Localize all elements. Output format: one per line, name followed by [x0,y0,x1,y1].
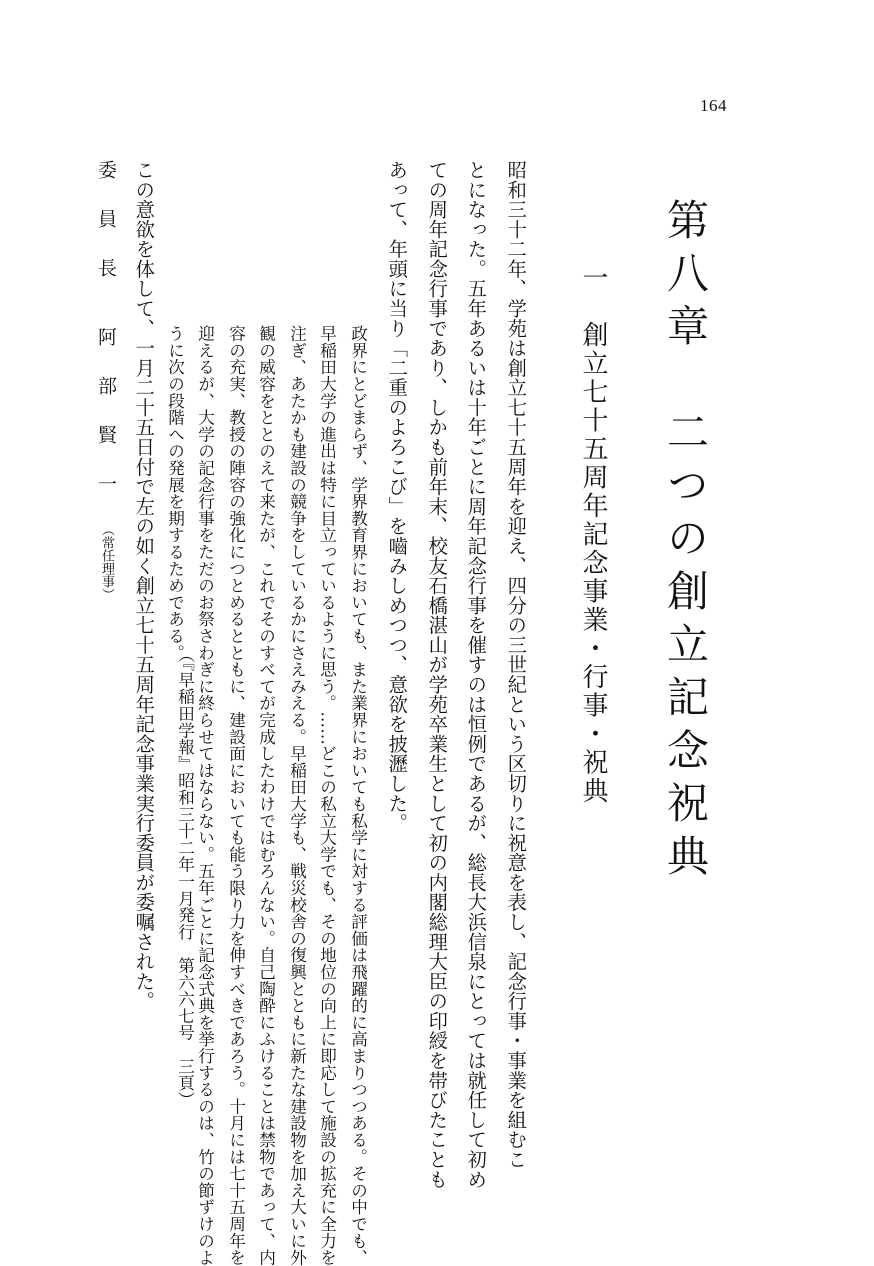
quote-line-7: うに次の段階への発展を期するためである。 [165,325,185,661]
body-line-1: 昭和三十二年、学苑は創立七十五周年を迎え、四分の三世紀という区切りに祝意を表し、記念行事・事業を組むこ [504,160,528,1170]
quote-line-3: 注ぎ、あたかも建設の競争をしているかにさえみえる。早稲田大学も、戦災校舎の復興とともに新たな建設物を加え大いに外 [287,325,307,1266]
body-line-3: ての周年記念行事であり、しかも前年末、校友石橋湛山が学苑卒業生として初の内閣総理大臣の印綬を帯びたことも [425,160,449,1190]
section-title: 一 創立七十五周年記念事業・行事・祝典 [578,264,608,806]
quote-line-2: 早稲田大学の進出は特に目立っているように思う。……どこの私立大学でも、その地位の向上に即応して施設の拡充に全力を [317,325,337,1266]
chapter-title: 第八章 二つの創立記念祝典 [661,198,710,887]
committee-role: 委員長 [95,160,117,307]
quote-line-6: 迎えるが、大学の記念行事をただのお祭さわぎに終らせてはならない。五年ごとに記念式典を挙行するのは、竹の節ずけのよ [195,325,215,1266]
closing-line: この意欲を体して、一月二十五日付で左の如く創立七十五周年記念事業実行委員が委嘱された。 [132,160,156,1011]
committee-name: 阿部賢一 [95,327,117,523]
page-number: 164 [700,96,727,115]
body-line-2: とになった。五年あるいは十年ごとに周年記念行事を催すのは恒例であるが、総長大浜信泉にとっては就任して初め [464,160,488,1190]
committee-entry [96,160,115,601]
committee-note: （常任理事） [99,523,114,601]
body-line-4: あって、年頭に当り「二重のよろこび」を嚙みしめつつ、意欲を披瀝した。 [385,160,409,833]
quote-line-4: 観の威容をととのえて来たが、これでそのすべてが完成したわけではむろんない。自己陶酔にふけることは禁物であって、内 [256,325,276,1266]
quote-line-1: 政界にとどまらず、学界教育界においても、また業界においても私学に対する評価は飛躍的に高まりつつある。その中でも、 [348,325,368,1266]
quote-line-5: 容の充実、教授の陣容の強化につとめるとともに、建設面においても能う限り力を伸すべきであろう。十月には七十五周年を [226,325,246,1266]
citation: （『早稲田学報』昭和三十二年一月発行 第六六七号 三頁） [175,646,195,1109]
